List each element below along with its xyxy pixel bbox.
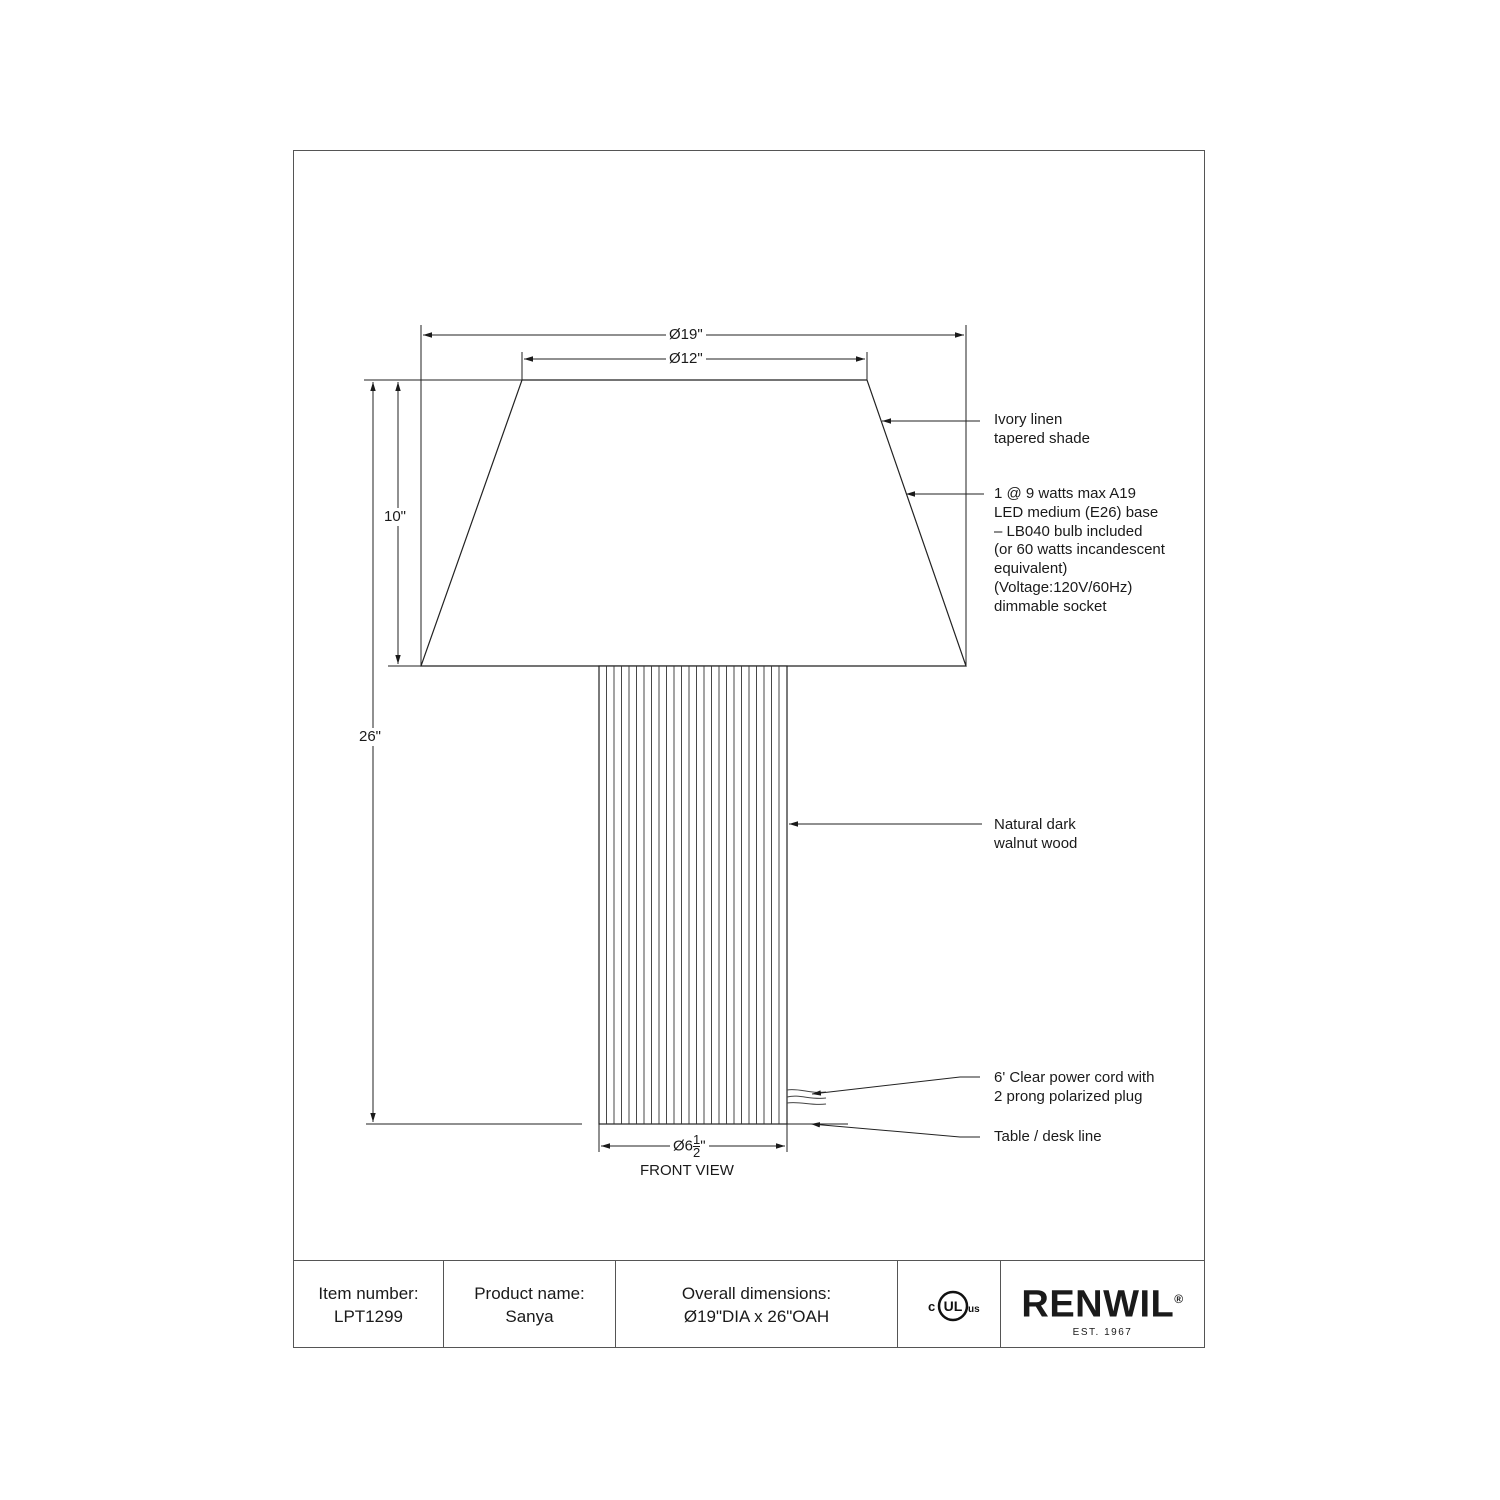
dim-overall-width: Ø19" bbox=[666, 326, 706, 344]
leader-cord bbox=[812, 1077, 980, 1094]
dim-base-width: Ø6 $\frac{1}{2}$ " bbox=[670, 1134, 709, 1159]
ul-right-letters: us bbox=[968, 1304, 980, 1315]
overall-dimensions-cell bbox=[616, 1261, 897, 1348]
leader-table bbox=[811, 1124, 980, 1137]
ul-center-letters: UL bbox=[943, 1298, 963, 1314]
ul-left-letter: c bbox=[928, 1299, 936, 1314]
lamp-shade bbox=[421, 380, 966, 666]
item-number-value: LPT1299 bbox=[334, 1306, 403, 1326]
view-label: FRONT VIEW bbox=[640, 1162, 734, 1179]
callout-cord: 6' Clear power cord with 2 prong polarized plug bbox=[994, 1069, 1155, 1105]
ul-logo-icon bbox=[920, 1286, 986, 1326]
lamp-base-body bbox=[599, 666, 787, 1124]
dim-top-width: Ø12" bbox=[666, 350, 706, 368]
callout-wood: Natural dark walnut wood bbox=[994, 816, 1078, 852]
title-block-divider bbox=[1000, 1260, 1001, 1348]
item-number-cell bbox=[294, 1261, 443, 1348]
overall-dimensions-value: Ø19"DIA x 26"OAH bbox=[683, 1306, 830, 1326]
product-name-value: Sanya bbox=[505, 1306, 554, 1326]
brand-established: EST. 1967 bbox=[1072, 1326, 1133, 1338]
callout-shade: Ivory linen tapered shade bbox=[994, 411, 1090, 447]
title-block-divider bbox=[897, 1260, 898, 1348]
callout-table: Table / desk line bbox=[994, 1128, 1102, 1145]
ul-certification-mark bbox=[920, 1286, 986, 1326]
product-name-cell bbox=[444, 1261, 615, 1348]
brand-registered-mark: ® bbox=[1174, 1292, 1184, 1306]
product-name-label: Product name: bbox=[474, 1283, 585, 1303]
callout-bulb: 1 @ 9 watts max A19 LED medium (E26) base – LB040 bulb included (or 60 watts incandescent equivalent) (Voltage:120V/60Hz) dimmable socket bbox=[994, 485, 1165, 615]
dim-overall-height: 26" bbox=[356, 728, 384, 746]
brand-logo bbox=[1015, 1277, 1190, 1338]
power-cord bbox=[787, 1090, 826, 1105]
item-number-label: Item number: bbox=[318, 1283, 419, 1303]
dim-shade-height: 10" bbox=[381, 508, 409, 526]
brand-name: RENWIL bbox=[1021, 1283, 1175, 1326]
overall-dimensions-label: Overall dimensions: bbox=[681, 1283, 832, 1303]
